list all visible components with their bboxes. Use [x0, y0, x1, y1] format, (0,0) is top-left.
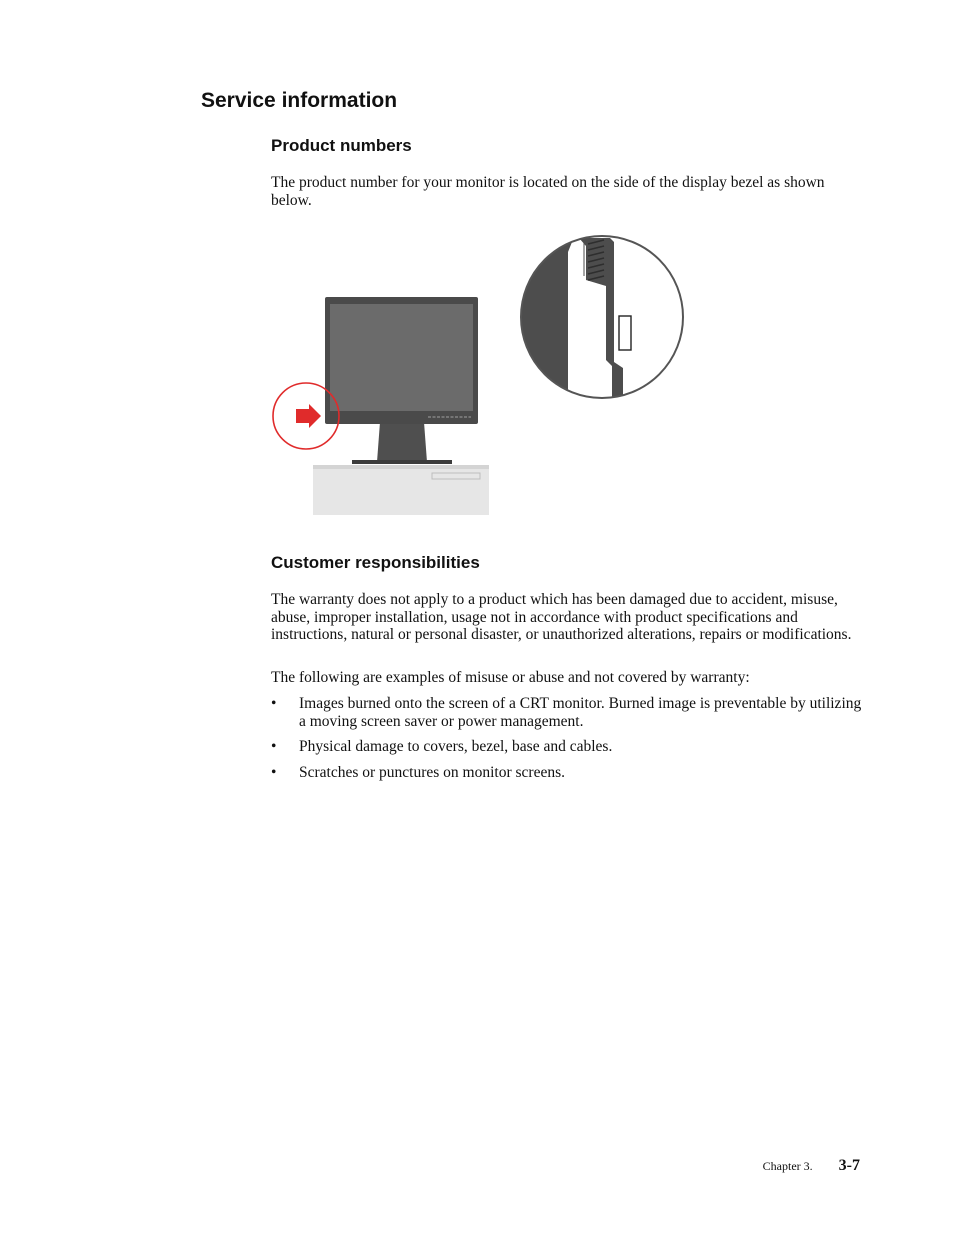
product-numbers-paragraph: The product number for your monitor is located on the side of the display bezel as shown below.: [271, 174, 825, 209]
list-item-text: Scratches or punctures on monitor screens.: [299, 763, 566, 781]
list-item: [271, 764, 863, 782]
desk-base: [313, 465, 489, 515]
bullet-icon: •: [271, 738, 277, 755]
page-footer: [763, 1156, 860, 1176]
list-item-text: Images burned onto the screen of a CRT monitor. Burned image is preventable by utilizing a moving screen saver or power management.: [299, 695, 862, 730]
warranty-paragraph: The warranty does not apply to a product which has been damaged due to accident, misuse, abuse, improper installation, usage not in accordance with product specifications and instructions, natural or personal disaster, or unauthorized alterations, repairs or modifications.: [271, 591, 852, 643]
page-title: Service information: [201, 89, 398, 112]
bullet-icon: •: [271, 695, 277, 712]
footer-page-number: 3-7: [838, 1157, 860, 1174]
monitor-body: [325, 297, 478, 424]
list-item: [271, 695, 863, 730]
footer-chapter: Chapter 3.: [762, 1159, 813, 1173]
bullet-icon: •: [271, 763, 277, 781]
list-item-text: Physical damage to covers, bezel, base and cables.: [299, 738, 613, 755]
magnifier-callout-icon: [518, 232, 688, 402]
list-item: [271, 738, 863, 756]
misuse-examples-list: [271, 695, 863, 789]
section-heading-product-numbers: Product numbers: [271, 136, 412, 155]
monitor-figure: [268, 232, 688, 518]
misuse-intro-paragraph: The following are examples of misuse or abuse and not covered by warranty:: [271, 669, 750, 686]
monitor-stand: [352, 422, 452, 464]
section-heading-customer-responsibilities: Customer responsibilities: [271, 553, 480, 572]
